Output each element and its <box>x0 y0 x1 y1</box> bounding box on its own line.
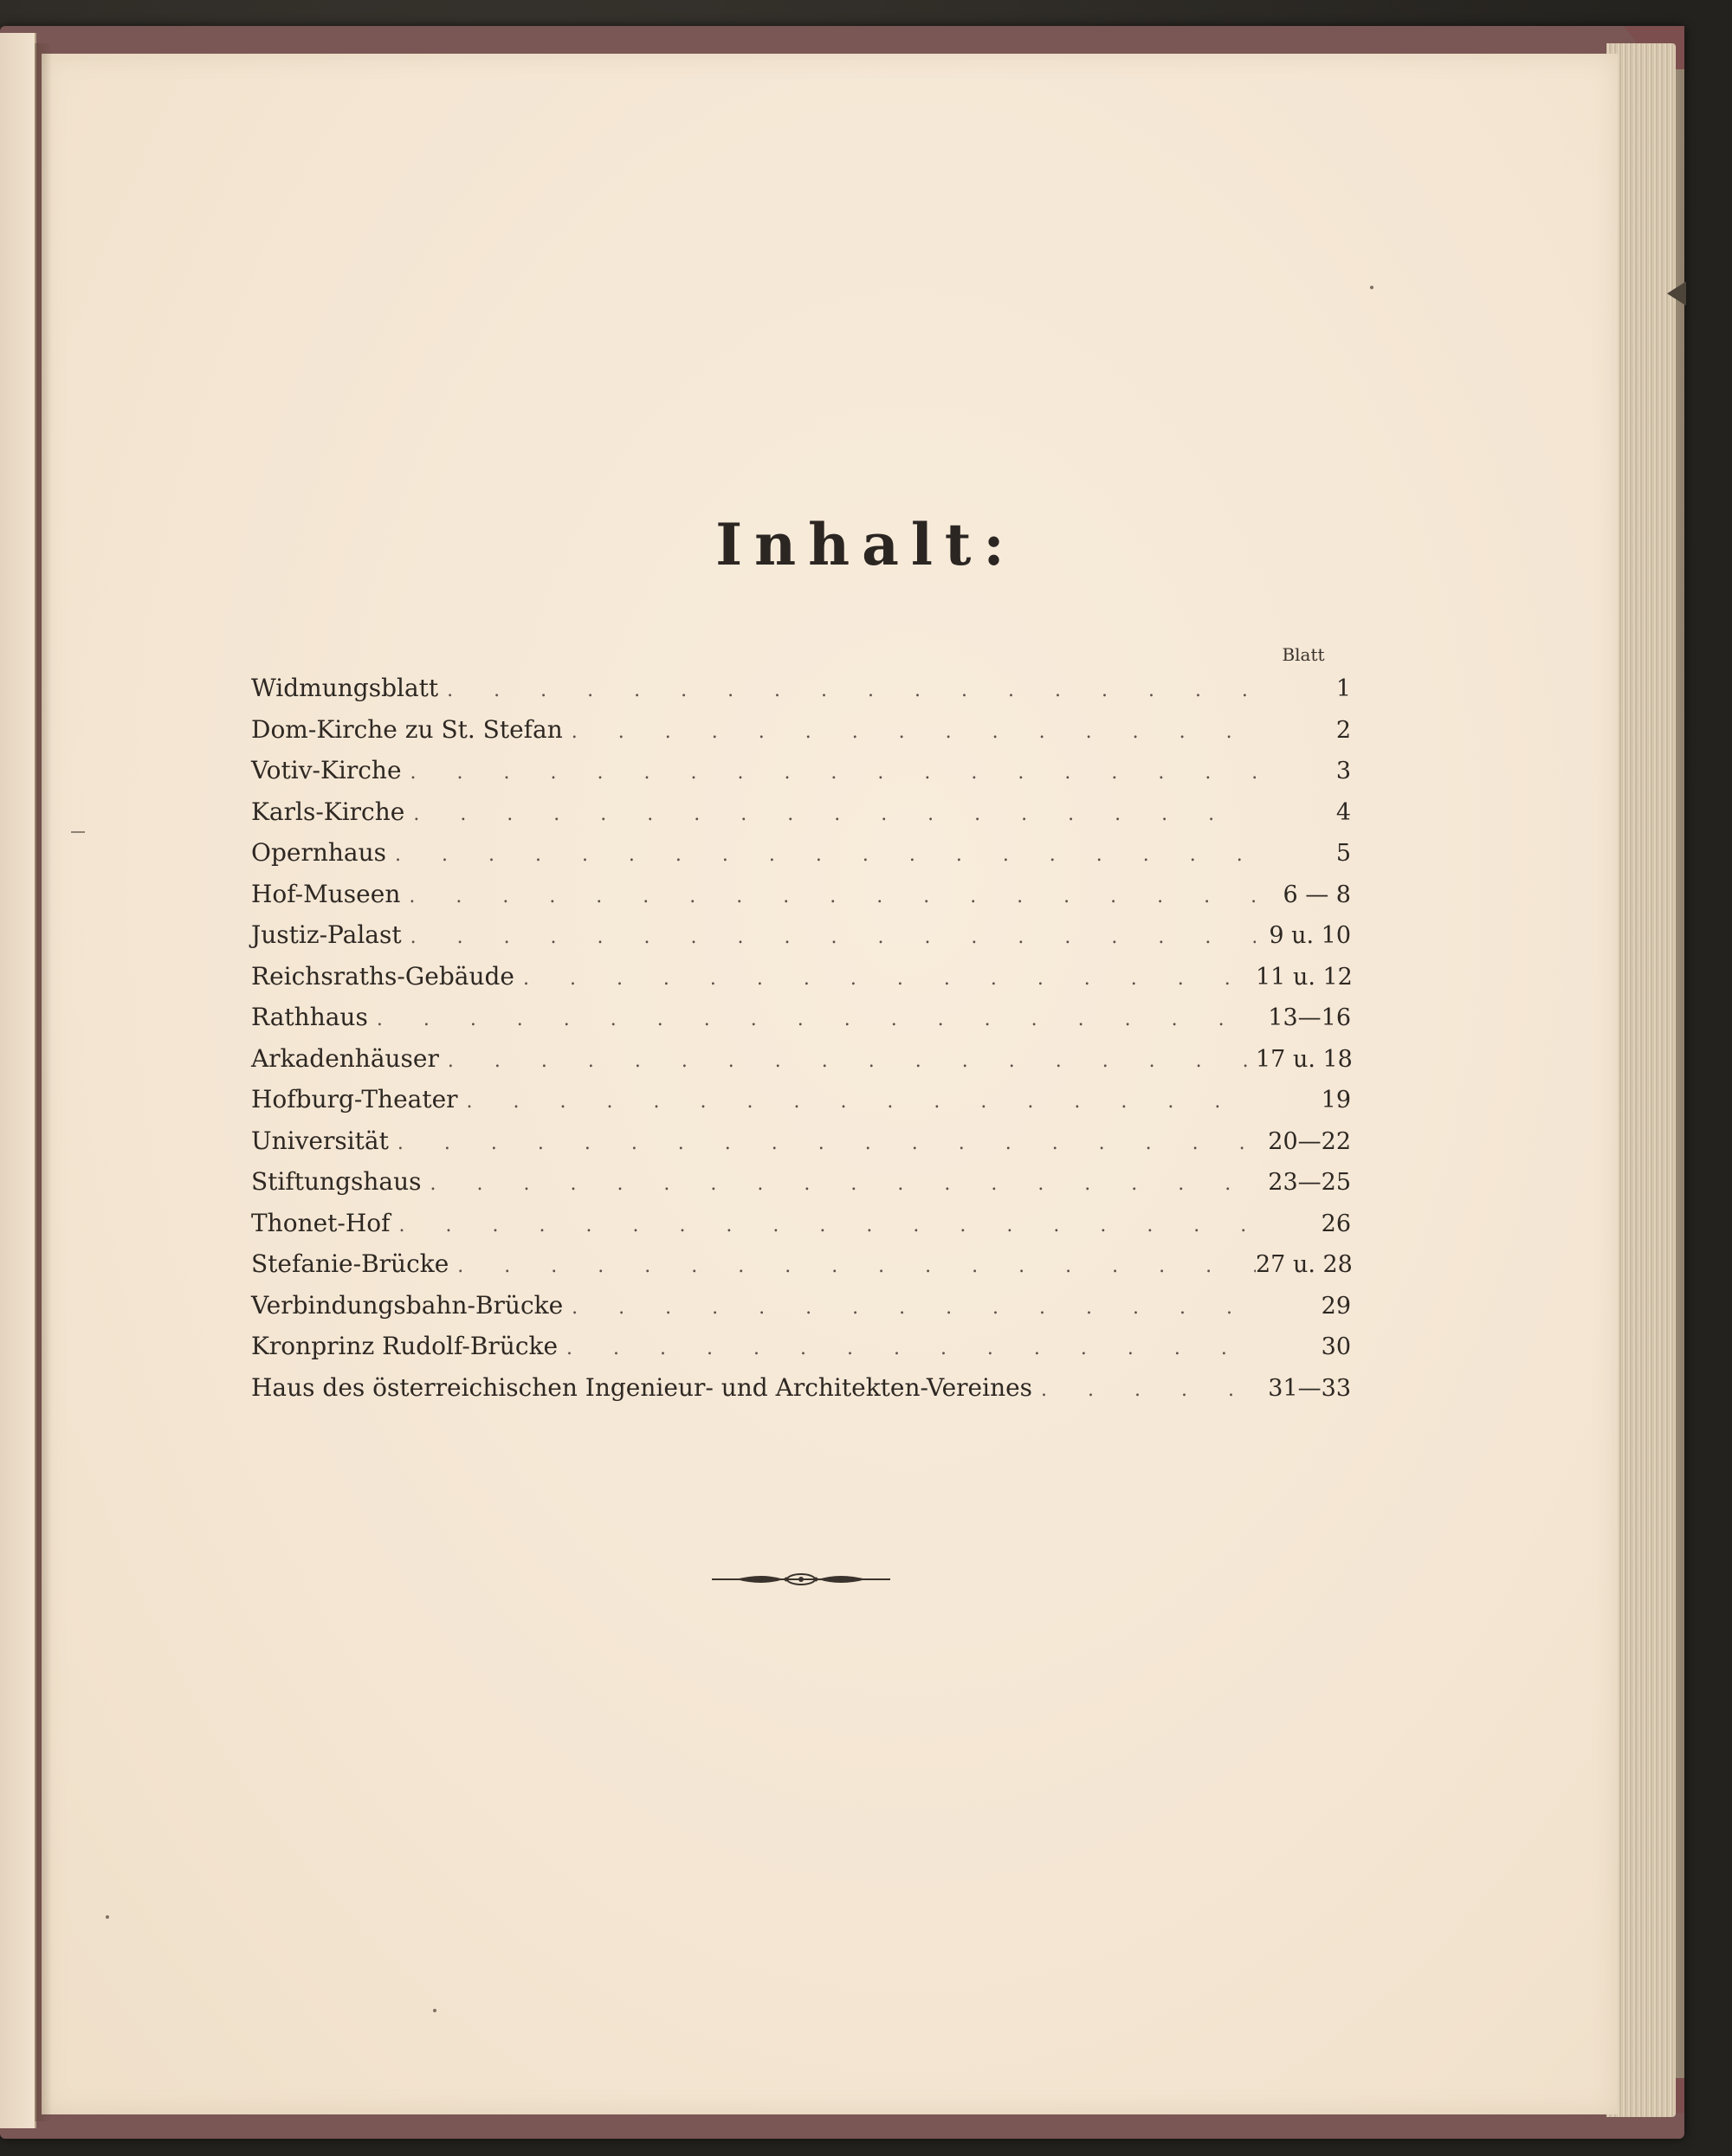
toc-entry-page: 5 <box>1335 840 1351 867</box>
toc-entry-page: 6 — 8 <box>1283 881 1351 908</box>
toc-entry-page: 19 <box>1321 1087 1351 1114</box>
toc-entry-title: Universität <box>251 1126 389 1155</box>
toc-entry <box>251 715 1351 757</box>
toc-entry-title: Votiv-Kirche <box>251 756 402 784</box>
toc-entry <box>251 1167 1351 1209</box>
toc-entry-title: Dom-Kirche zu St. Stefan <box>251 714 563 744</box>
left-page-edge <box>0 33 36 2128</box>
toc-entry-page: 11 u. 12 <box>1256 963 1353 991</box>
toc-dot-leader <box>572 721 1256 743</box>
toc-entry-title: Widmungsblatt <box>251 674 439 702</box>
toc-entry <box>251 1003 1351 1044</box>
toc-entry-title: Reichsraths-Gebäude <box>251 961 514 991</box>
toc-dot-leader <box>572 1297 1256 1319</box>
toc-entry-title: Haus des österreichischen Ingenieur- und Architekten-Vereines <box>251 1372 1033 1402</box>
toc-dot-leader <box>467 1091 1256 1113</box>
toc-dot-leader <box>447 680 1256 701</box>
toc-entry <box>251 962 1351 1004</box>
toc-entry <box>251 1373 1351 1415</box>
toc-dot-leader <box>410 762 1256 784</box>
toc-entry <box>251 920 1351 962</box>
toc-entry-page: 1 <box>1335 675 1351 702</box>
toc-entry-page: 3 <box>1335 758 1351 784</box>
toc-entry-page: 20—22 <box>1268 1127 1351 1155</box>
toc-entry-title: Justiz-Palast <box>251 920 402 949</box>
toc-entry-title: Hofburg-Theater <box>251 1085 458 1114</box>
toc-entry <box>251 674 1351 715</box>
toc-entry <box>251 1044 1351 1086</box>
toc-entry-title: Rathhaus <box>251 1003 368 1031</box>
margin-mark <box>71 831 85 833</box>
page-speck <box>106 1915 109 1919</box>
toc-dot-leader <box>377 1009 1256 1030</box>
toc-dot-leader <box>399 1215 1256 1236</box>
page-speck <box>433 2009 436 2012</box>
page-title: Inhalt: <box>715 511 1017 578</box>
toc-dot-leader <box>457 1256 1256 1277</box>
toc-entry <box>251 1209 1351 1250</box>
toc-entry <box>251 838 1351 880</box>
toc-dot-leader <box>395 844 1256 866</box>
toc-entry-title: Stiftungshaus <box>251 1167 422 1196</box>
toc-entry-title: Kronprinz Rudolf-Brücke <box>251 1332 559 1360</box>
toc-entry-page: 17 u. 18 <box>1256 1045 1353 1073</box>
toc-entry-page: 27 u. 28 <box>1256 1251 1353 1278</box>
toc-entry-title: Opernhaus <box>251 838 386 867</box>
toc-entry-page: 9 u. 10 <box>1269 922 1351 949</box>
toc-entry-title: Arkadenhäuser <box>251 1043 439 1073</box>
toc-entry-page: 13—16 <box>1268 1004 1351 1031</box>
column-header-blatt: Blatt <box>1282 644 1325 665</box>
toc-entry-title: Thonet-Hof <box>251 1208 391 1237</box>
toc-entry <box>251 756 1351 797</box>
toc-dot-leader <box>413 804 1256 825</box>
toc-entry <box>251 1126 1351 1168</box>
toc-dot-leader <box>1041 1379 1256 1401</box>
toc-entry-page: 23—25 <box>1268 1169 1351 1196</box>
toc-entry <box>251 1291 1351 1333</box>
toc-entry <box>251 880 1351 921</box>
page-speck <box>1370 286 1373 289</box>
toc-entry-page: 4 <box>1335 798 1351 826</box>
toc-dot-leader <box>523 968 1256 990</box>
toc-entry-page: 30 <box>1321 1333 1351 1360</box>
toc-entry-title: Hof-Museen <box>251 879 401 908</box>
toc-dot-leader <box>566 1338 1256 1359</box>
table-of-contents <box>251 674 1351 1414</box>
toc-entry <box>251 1085 1351 1126</box>
toc-dot-leader <box>430 1173 1257 1195</box>
toc-entry-title: Stefanie-Brücke <box>251 1249 449 1278</box>
toc-entry-page: 31—33 <box>1268 1374 1351 1402</box>
spine-shadow <box>35 43 52 2121</box>
toc-entry-title: Karls-Kirche <box>251 797 405 826</box>
toc-entry-title: Verbindungsbahn-Brücke <box>251 1290 564 1320</box>
toc-entry-page: 26 <box>1321 1210 1351 1237</box>
toc-dot-leader <box>448 1050 1256 1072</box>
toc-dot-leader <box>397 1133 1256 1154</box>
toc-entry <box>251 1332 1351 1373</box>
toc-entry <box>251 797 1351 839</box>
toc-entry-page: 29 <box>1321 1292 1351 1320</box>
toc-entry-page: 2 <box>1335 716 1351 744</box>
ornament-divider <box>710 1569 892 1590</box>
toc-entry <box>251 1249 1351 1291</box>
toc-dot-leader <box>410 926 1256 948</box>
toc-dot-leader <box>409 886 1256 907</box>
page-tab-mark <box>1667 281 1686 306</box>
